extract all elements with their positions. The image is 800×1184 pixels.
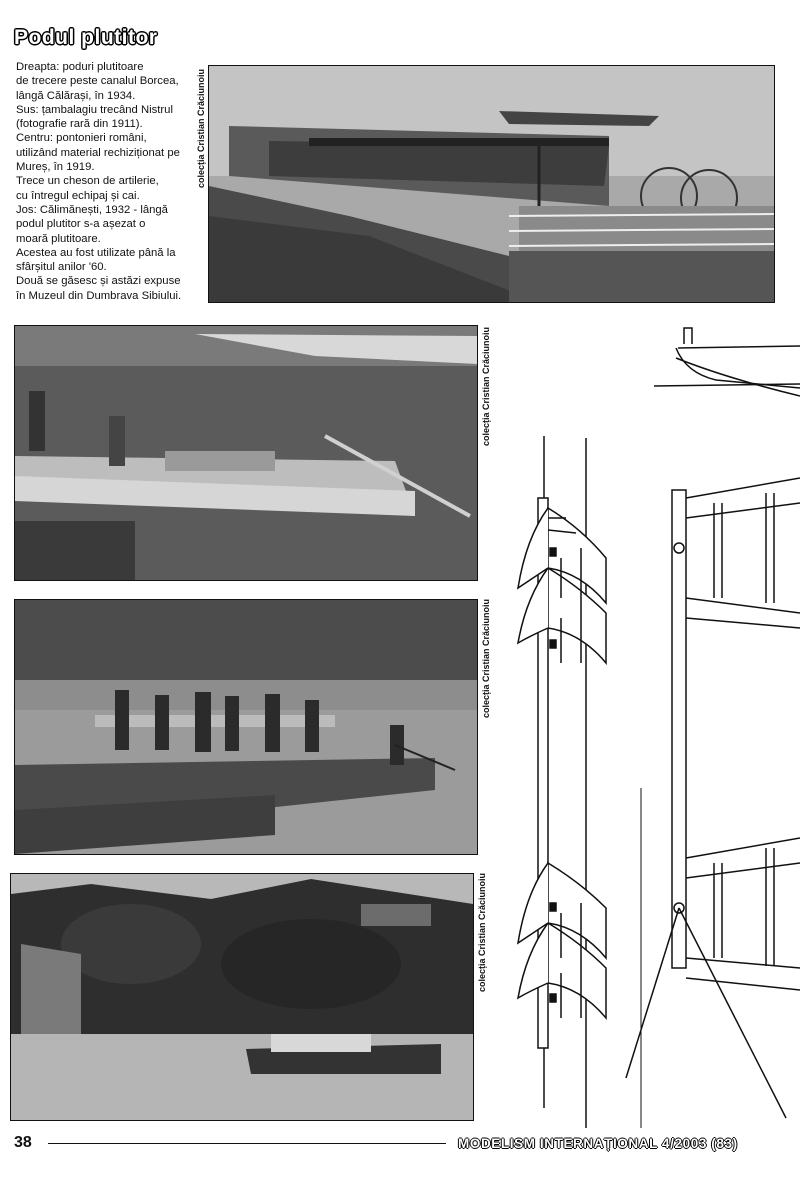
caption-line: Jos: Călimănești, 1932 - lângă xyxy=(16,203,168,216)
footer-divider xyxy=(48,1143,446,1144)
caption-line: podul plutitor s-a așezat o xyxy=(16,218,146,231)
photo-ferry-borcea-image xyxy=(209,66,774,302)
page-title: Podul plutitor xyxy=(14,26,158,49)
caption-line: Centru: pontonieri români, xyxy=(16,132,147,145)
caption-line: lângă Călărași, în 1934. xyxy=(16,89,136,102)
caption-line: Dreapta: poduri plutitoare xyxy=(16,61,144,73)
caption-line: Sus: țambalagiu trecând Nistrul xyxy=(16,103,173,116)
photo-calimanesti-image xyxy=(11,874,473,1120)
caption-line: în Muzeul din Dumbrava Sibiului. xyxy=(16,289,182,302)
photo-raft-nistru-image xyxy=(15,326,477,580)
photo-pontoon-mures-image xyxy=(15,600,477,854)
photo-credit: colecția Cristian Crăciunoiu xyxy=(196,68,206,188)
photo-credit: colecția Cristian Crăciunoiu xyxy=(481,598,491,718)
caption-line: Mureș, în 1919. xyxy=(16,161,95,174)
photo-credit: colecția Cristian Crăciunoiu xyxy=(481,326,491,446)
photo-pontoon-mures xyxy=(14,599,478,855)
photo-calimanesti xyxy=(10,873,474,1121)
magazine-footer: MODELISM INTERNAȚIONAL 4/2003 (83) xyxy=(458,1136,738,1151)
caption-line: Două se găsesc și astăzi expuse xyxy=(16,275,181,288)
caption-line: de trecere peste canalul Borcea, xyxy=(16,75,179,88)
caption-line: moară plutitoare. xyxy=(16,232,101,245)
caption-line: Trece un cheson de artilerie, xyxy=(16,175,159,188)
technical-drawing xyxy=(486,318,800,1128)
page-number: 38 xyxy=(14,1134,32,1151)
photo-raft-nistru xyxy=(14,325,478,581)
caption-line: (fotografie rară din 1911). xyxy=(16,118,143,131)
photo-credit: colecția Cristian Crăciunoiu xyxy=(477,872,487,992)
caption-line: Acestea au fost utilizate până la xyxy=(16,246,176,259)
caption-line: sfârșitul anilor '60. xyxy=(16,261,107,274)
technical-drawing-lines xyxy=(486,318,800,1128)
caption-line: cu întregul echipaj și cai. xyxy=(16,189,140,202)
photo-ferry-borcea xyxy=(208,65,775,303)
caption-line: utilizând material rechiziționat pe xyxy=(16,146,180,159)
caption-text xyxy=(16,60,194,303)
